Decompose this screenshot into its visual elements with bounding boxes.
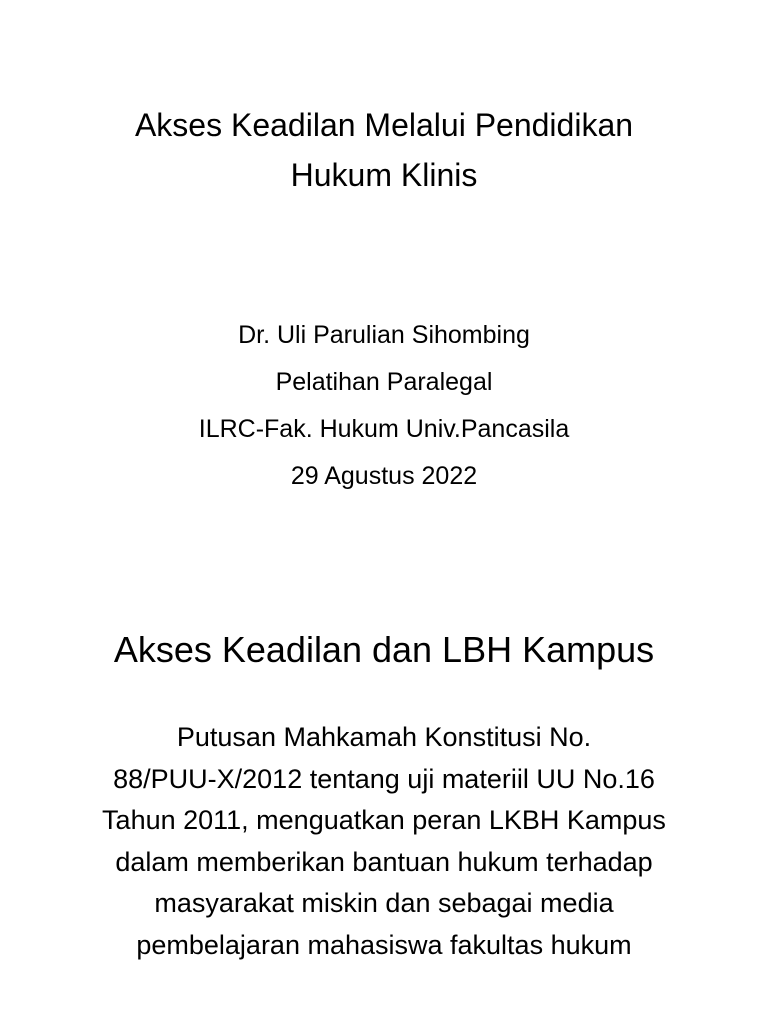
body-line: dalam memberikan bantuan hukum terhadap [115, 846, 653, 877]
event-name: Pelatihan Paralegal [275, 368, 493, 396]
body-line: Putusan Mahkamah Konstitusi No. [176, 722, 592, 752]
institution-name: ILRC-Fak. Hukum Univ.Pancasila [198, 415, 570, 443]
presentation-date: 29 Agustus 2022 [290, 462, 478, 490]
body-line: Tahun 2011, menguatkan peran LKBH Kampus [102, 805, 666, 835]
title-line: Hukum Klinis [290, 157, 478, 193]
slide-content-heading: Akses Keadilan dan LBH Kampus [113, 629, 655, 670]
slide-body-text [40, 717, 728, 966]
body-line: masyarakat miskin dan sebagai media [154, 888, 614, 918]
slide-title-heading [40, 100, 728, 200]
title-line: Akses Keadilan Melalui Pendidikan [134, 107, 634, 143]
body-line: 88/PUU-X/2012 tentang uji materiil UU No.16 [113, 763, 655, 794]
author-name: Dr. Uli Parulian Sihombing [238, 321, 530, 349]
slide-subtitle [40, 312, 728, 500]
slide-content [0, 600, 768, 1024]
body-line: pembelajaran mahasiswa fakultas hukum [136, 929, 632, 960]
